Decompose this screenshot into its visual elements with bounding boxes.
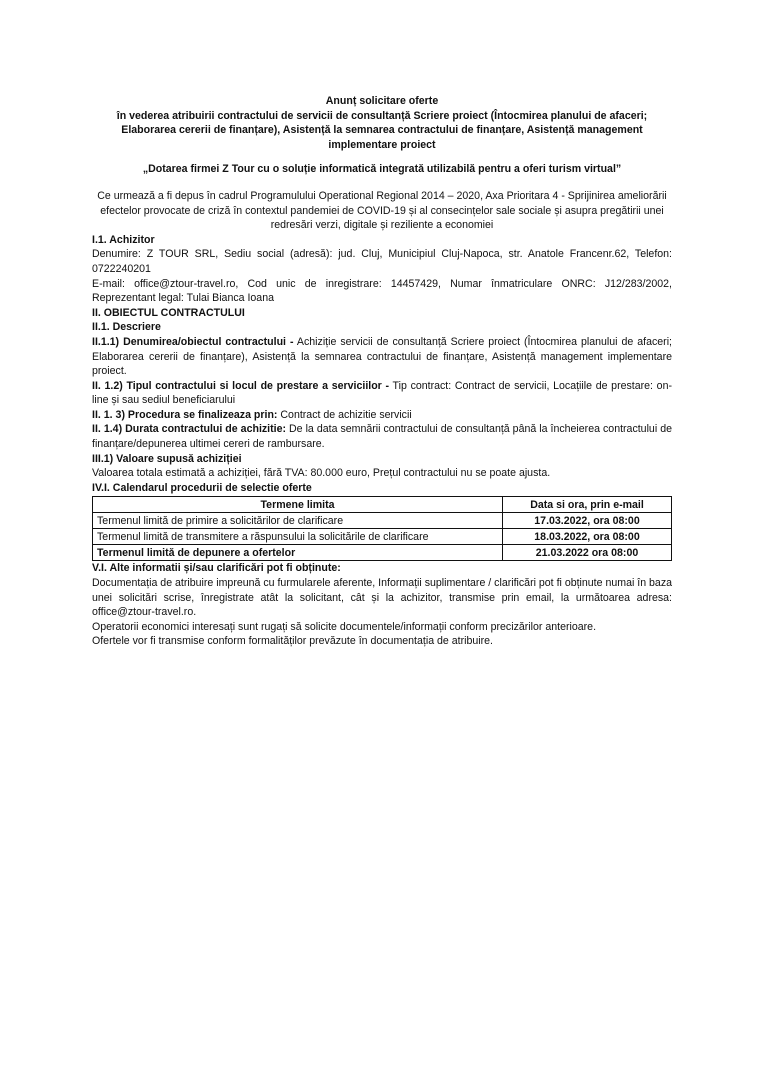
durata-paragraph	[92, 422, 672, 451]
deadline-label: Termenul limită de transmitere a răspunsului la solicitările de clarificare	[93, 529, 503, 545]
calendar-header-row	[93, 497, 672, 513]
project-title: „Dotarea firmei Z Tour cu o soluție informatică integrată utilizabilă pentru a oferi turism virtual”	[142, 163, 622, 176]
deadline-value: 21.03.2022 ora 08:00	[503, 545, 672, 561]
obiect-label: II.1.1) Denumirea/obiectul contractului -	[92, 335, 294, 348]
achizitor-details: Denumire: Z TOUR SRL, Sediu social (adresă): jud. Cluj, Municipiul Cluj-Napoca, str. Anatole Francenr.62, Telefon: 0722240201	[92, 248, 672, 275]
calendar-col-termene: Termene limita	[93, 497, 503, 513]
durata-text: De la data semnării contractului de consultanță până la încheierea contractului de finanțare/depunerea ultimei cereri de rambursare.	[92, 423, 672, 451]
procedura-text: Contract de achizitie servicii	[277, 408, 412, 421]
calendar-table	[92, 496, 672, 561]
tip-contract-text: Tip contract: Contract de servicii, Locațiile de prestare: on-line și sau sediul beneficiarului	[92, 379, 672, 407]
valoare-text: Valoarea totala estimată a achiziției, fără TVA: 80.000 euro, Prețul contractului nu se poate ajusta.	[92, 467, 551, 480]
alte-paragraph-2: Operatorii economici interesați sunt rugați să solicite documentele/informații conform precizărilor anterioare.	[92, 620, 597, 633]
calendar-heading: IV.I. Calendarul procedurii de selectie oferte	[92, 481, 312, 494]
alte-heading: V.I. Alte informatii și/sau clarificări pot fi obținute:	[92, 562, 341, 575]
deadline-value: 17.03.2022, ora 08:00	[503, 513, 672, 529]
obiect-heading: II. OBIECTUL CONTRACTULUI	[92, 306, 245, 319]
calendar-col-data: Data si ora, prin e-mail	[503, 497, 672, 513]
table-row	[93, 529, 672, 545]
table-row	[93, 545, 672, 561]
tip-contract-label: II. 1.2) Tipul contractului si locul de prestare a serviciilor -	[92, 379, 390, 392]
alte-paragraph-1: Documentația de atribuire impreună cu furmularele aferente, Informații suplimentare / clarificări pot fi obținute numai în baza unei solicitări scrise, înregistrate atât la solicitant, cât și la achizitor, transmise prin email, la următoarea adresa: office@ztour-travel.ro.	[92, 577, 673, 619]
achizitor-heading: I.1. Achizitor	[92, 233, 155, 246]
valoare-heading: III.1) Valoare supusă achiziției	[92, 452, 242, 465]
program-intro: Ce urmează a fi depus în cadrul Programulului Operational Regional 2014 – 2020, Axa Prioritara 4 - Sprijinirea ameliorării efectelor provocate de criză în contextul pandemiei de COVID-19 și al consecințelor sale sociale și asupra pregătirii unei redresări verzi, digitale și reziliente a economiei	[97, 189, 667, 232]
table-row	[93, 513, 672, 529]
procedura-label: II. 1. 3) Procedura se finalizeaza prin:	[92, 408, 278, 421]
procedura-paragraph	[92, 408, 672, 423]
deadline-value: 18.03.2022, ora 08:00	[503, 529, 672, 545]
announcement-title	[92, 94, 672, 152]
tip-contract-paragraph	[92, 379, 672, 408]
document-page	[92, 94, 672, 649]
deadline-label: Termenul limită de depunere a ofertelor	[93, 545, 503, 561]
title-line2: în vederea atribuirii contractului de servicii de consultanță Scriere proiect (Întocmirea planului de afaceri; Elaborarea cererii de finanțare), Asistență la semnarea contractului de finanțare, Asistență management implementare proiect	[116, 109, 648, 151]
obiect-text: Achiziție servicii de consultanță Scriere proiect (Întocmirea planului de afaceri; Elaborarea cererii de finanțare), Asistență la semnarea contractului de finanțare, Asistență management implementare proiect.	[92, 335, 672, 378]
alte-paragraph-3: Ofertele vor fi transmise conform formalităților prevăzute în documentația de atribuire.	[92, 635, 493, 648]
achizitor-contact: E-mail: office@ztour-travel.ro, Cod unic de inregistrare: 14457429, Numar înmatriculare ONRC: J12/283/2002, Reprezentant legal: Tulai Bianca Ioana	[92, 277, 672, 305]
obiect-paragraph	[92, 335, 672, 379]
descriere-heading: II.1. Descriere	[92, 321, 161, 334]
deadline-label: Termenul limită de primire a solicitărilor de clarificare	[93, 513, 503, 529]
durata-label: II. 1.4) Durata contractului de achizitie:	[92, 423, 287, 436]
title-line1: Anunț solicitare oferte	[325, 95, 439, 107]
